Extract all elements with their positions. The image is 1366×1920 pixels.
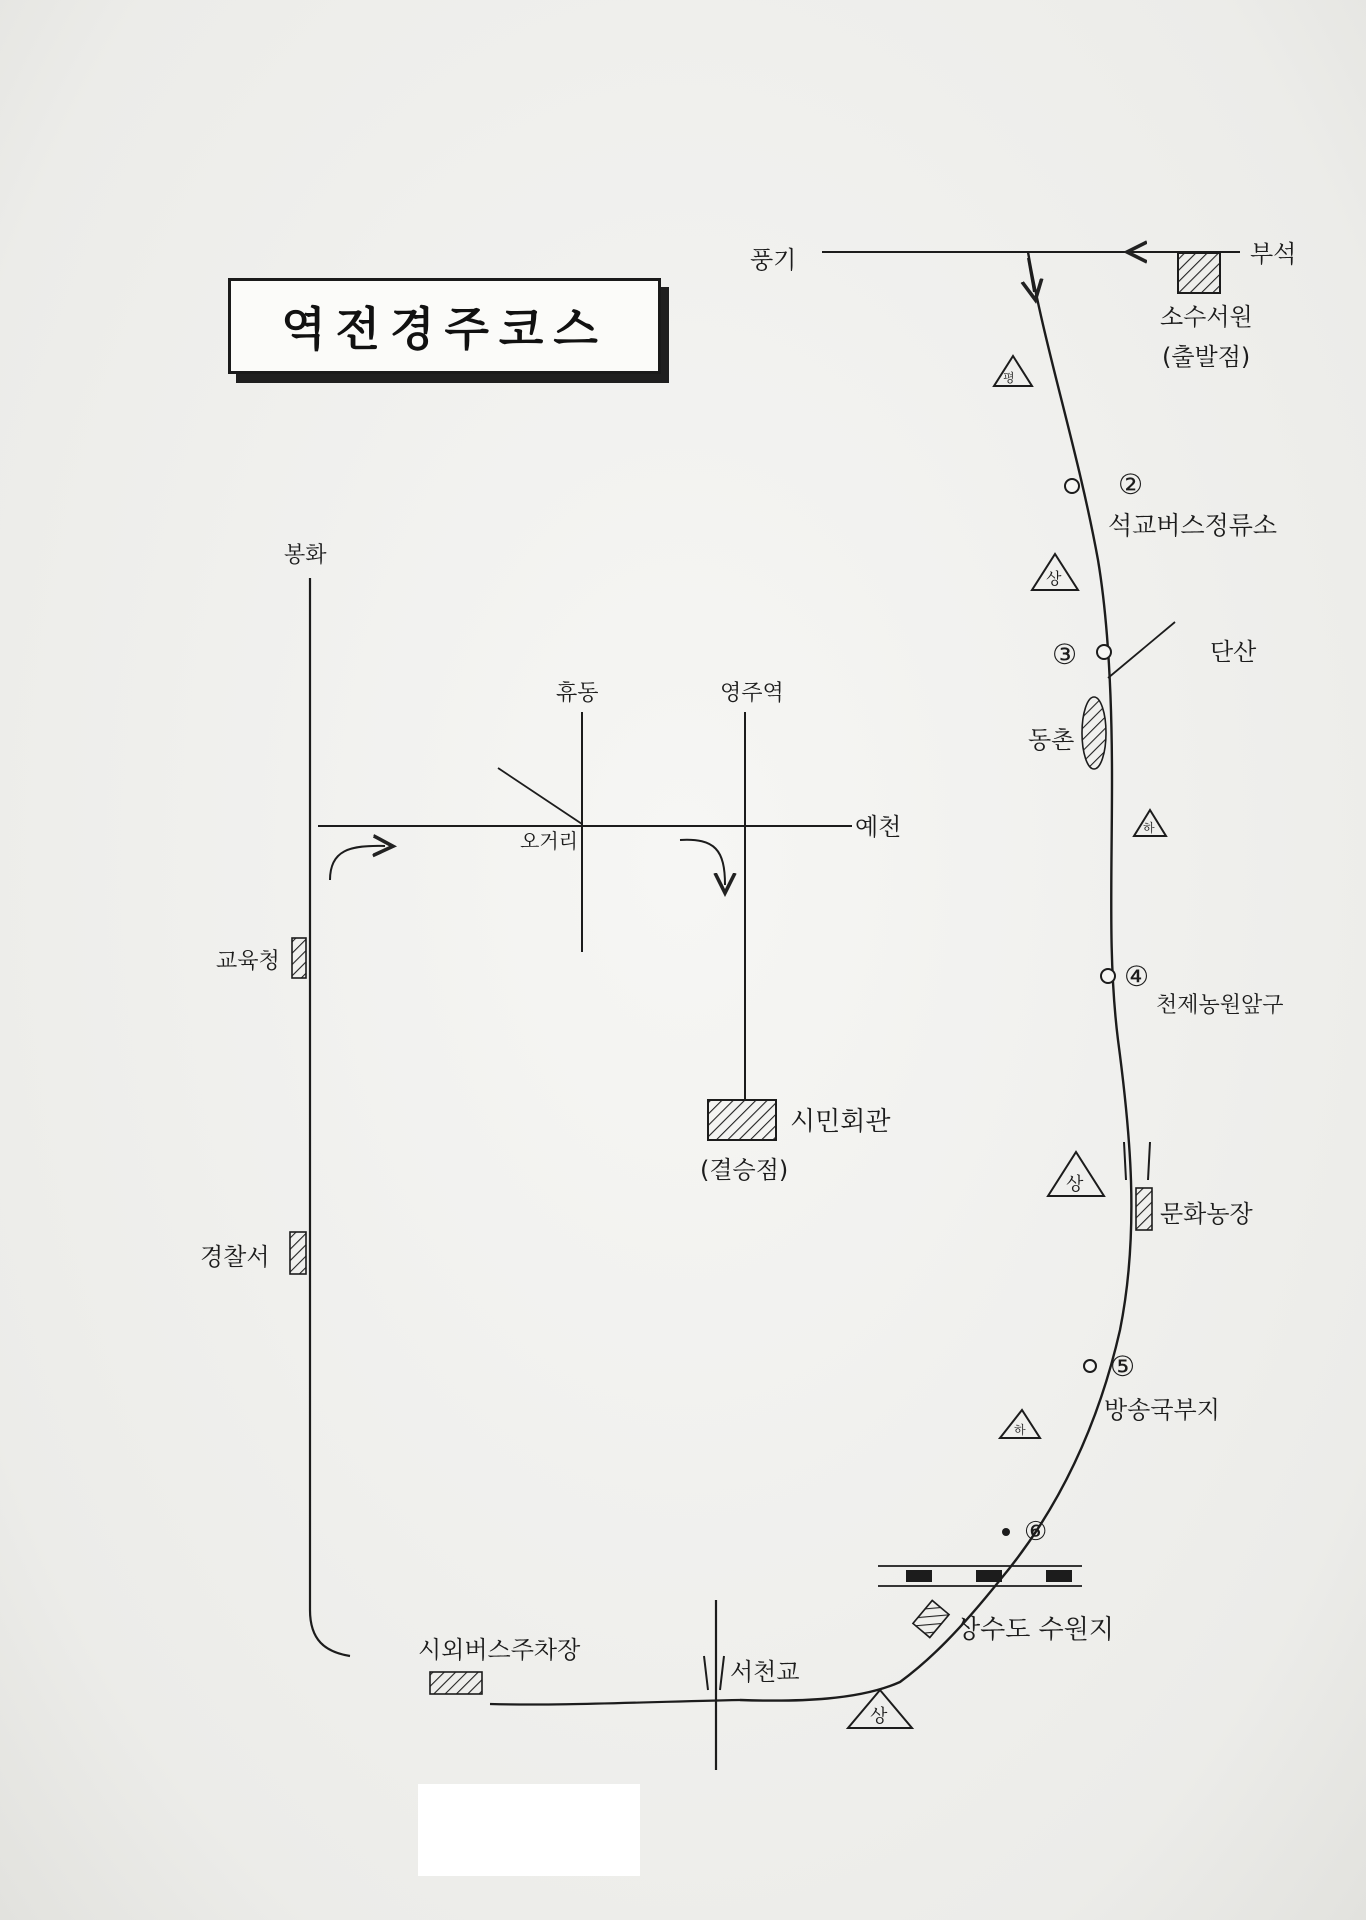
checkpoint-3-dot	[1097, 645, 1111, 659]
label-buseok: 부석	[1250, 240, 1297, 268]
marker-up-1	[1032, 554, 1078, 590]
label-hyudong: 휴동	[556, 681, 599, 706]
svg-text:상: 상	[1066, 1174, 1084, 1195]
road-danshan	[1108, 622, 1175, 678]
label-yeongju-station: 영주역	[720, 681, 784, 706]
checkpoint-2-dot	[1065, 479, 1079, 493]
label-finish-note: (결승점)	[700, 1156, 789, 1184]
label-jangsu-intersection: 천제농원앞구	[1156, 993, 1284, 1018]
label-bus-parking: 시외버스주차장	[418, 1636, 581, 1664]
label-waterworks: 상수도 수원지	[955, 1615, 1114, 1645]
checkpoint-5-dot	[1084, 1360, 1096, 1372]
label-seocheon-bridge: 서천교	[730, 1658, 800, 1686]
map-title: 역전경주코스	[281, 302, 608, 356]
label-dongchon: 동촌	[1028, 726, 1075, 754]
marker-up-3	[848, 1690, 912, 1728]
label-bonghwa: 봉화	[284, 543, 327, 568]
label-ogeori: 오거리	[520, 829, 578, 853]
marker-up-2	[1048, 1152, 1104, 1196]
marker-down-1	[1134, 810, 1166, 836]
marker-flat-1	[994, 356, 1032, 386]
label-yecheon: 예천	[855, 813, 902, 841]
education-office-building	[292, 938, 306, 978]
turn-arrow-east	[680, 840, 725, 885]
svg-text:하: 하	[1143, 821, 1155, 835]
checkpoint-2-number: ②	[1118, 468, 1144, 501]
label-start-note: (출발점)	[1162, 343, 1251, 371]
label-culture-ground: 문화농장	[1160, 1200, 1253, 1228]
svg-text:상: 상	[870, 1706, 888, 1727]
finish-building	[708, 1100, 776, 1140]
course-route-south	[490, 1700, 740, 1705]
label-police: 경찰서	[200, 1243, 270, 1271]
label-civic-hall: 시민회관	[790, 1107, 891, 1137]
svg-text:평: 평	[1003, 371, 1015, 385]
checkpoint-6-number: ⑥	[1024, 1517, 1048, 1547]
police-building	[290, 1232, 306, 1274]
checkpoint-3-number: ③	[1052, 638, 1078, 671]
label-education-office: 교육청	[216, 949, 280, 974]
label-seokgyo-bus: 석교버스정류소	[1108, 511, 1278, 540]
road-diagonal-ogeori	[498, 768, 582, 824]
start-building	[1178, 253, 1220, 293]
marker-down-2	[1000, 1410, 1040, 1438]
bus-parking-building	[430, 1672, 482, 1694]
railway-tie-3	[1046, 1570, 1072, 1582]
turn-arrow-west	[330, 846, 385, 880]
bridge-seocheon	[704, 1656, 724, 1690]
course-route-west	[310, 578, 350, 1656]
checkpoint-5-number: ⑤	[1110, 1350, 1136, 1383]
label-broadcast-site: 방송국부지	[1104, 1396, 1220, 1424]
railway-tie-2	[976, 1570, 1002, 1582]
course-route-east	[740, 252, 1131, 1701]
checkpoint-4-dot	[1101, 969, 1115, 983]
railway-tie-1	[906, 1570, 932, 1582]
label-sosu-seowon: 소수서원	[1160, 303, 1253, 331]
svg-text:상: 상	[1046, 569, 1062, 588]
svg-text:하: 하	[1014, 1423, 1026, 1437]
checkpoint-4-number: ④	[1124, 960, 1150, 993]
dongchon-area	[1082, 697, 1106, 769]
label-danshan: 단산	[1210, 638, 1257, 666]
bridge-culture	[1124, 1142, 1150, 1180]
blank-patch	[418, 1784, 640, 1876]
label-punggi: 풍기	[750, 246, 797, 274]
waterworks-building	[913, 1600, 949, 1637]
checkpoint-6-dot	[1002, 1528, 1010, 1536]
culture-ground-building	[1136, 1188, 1152, 1230]
